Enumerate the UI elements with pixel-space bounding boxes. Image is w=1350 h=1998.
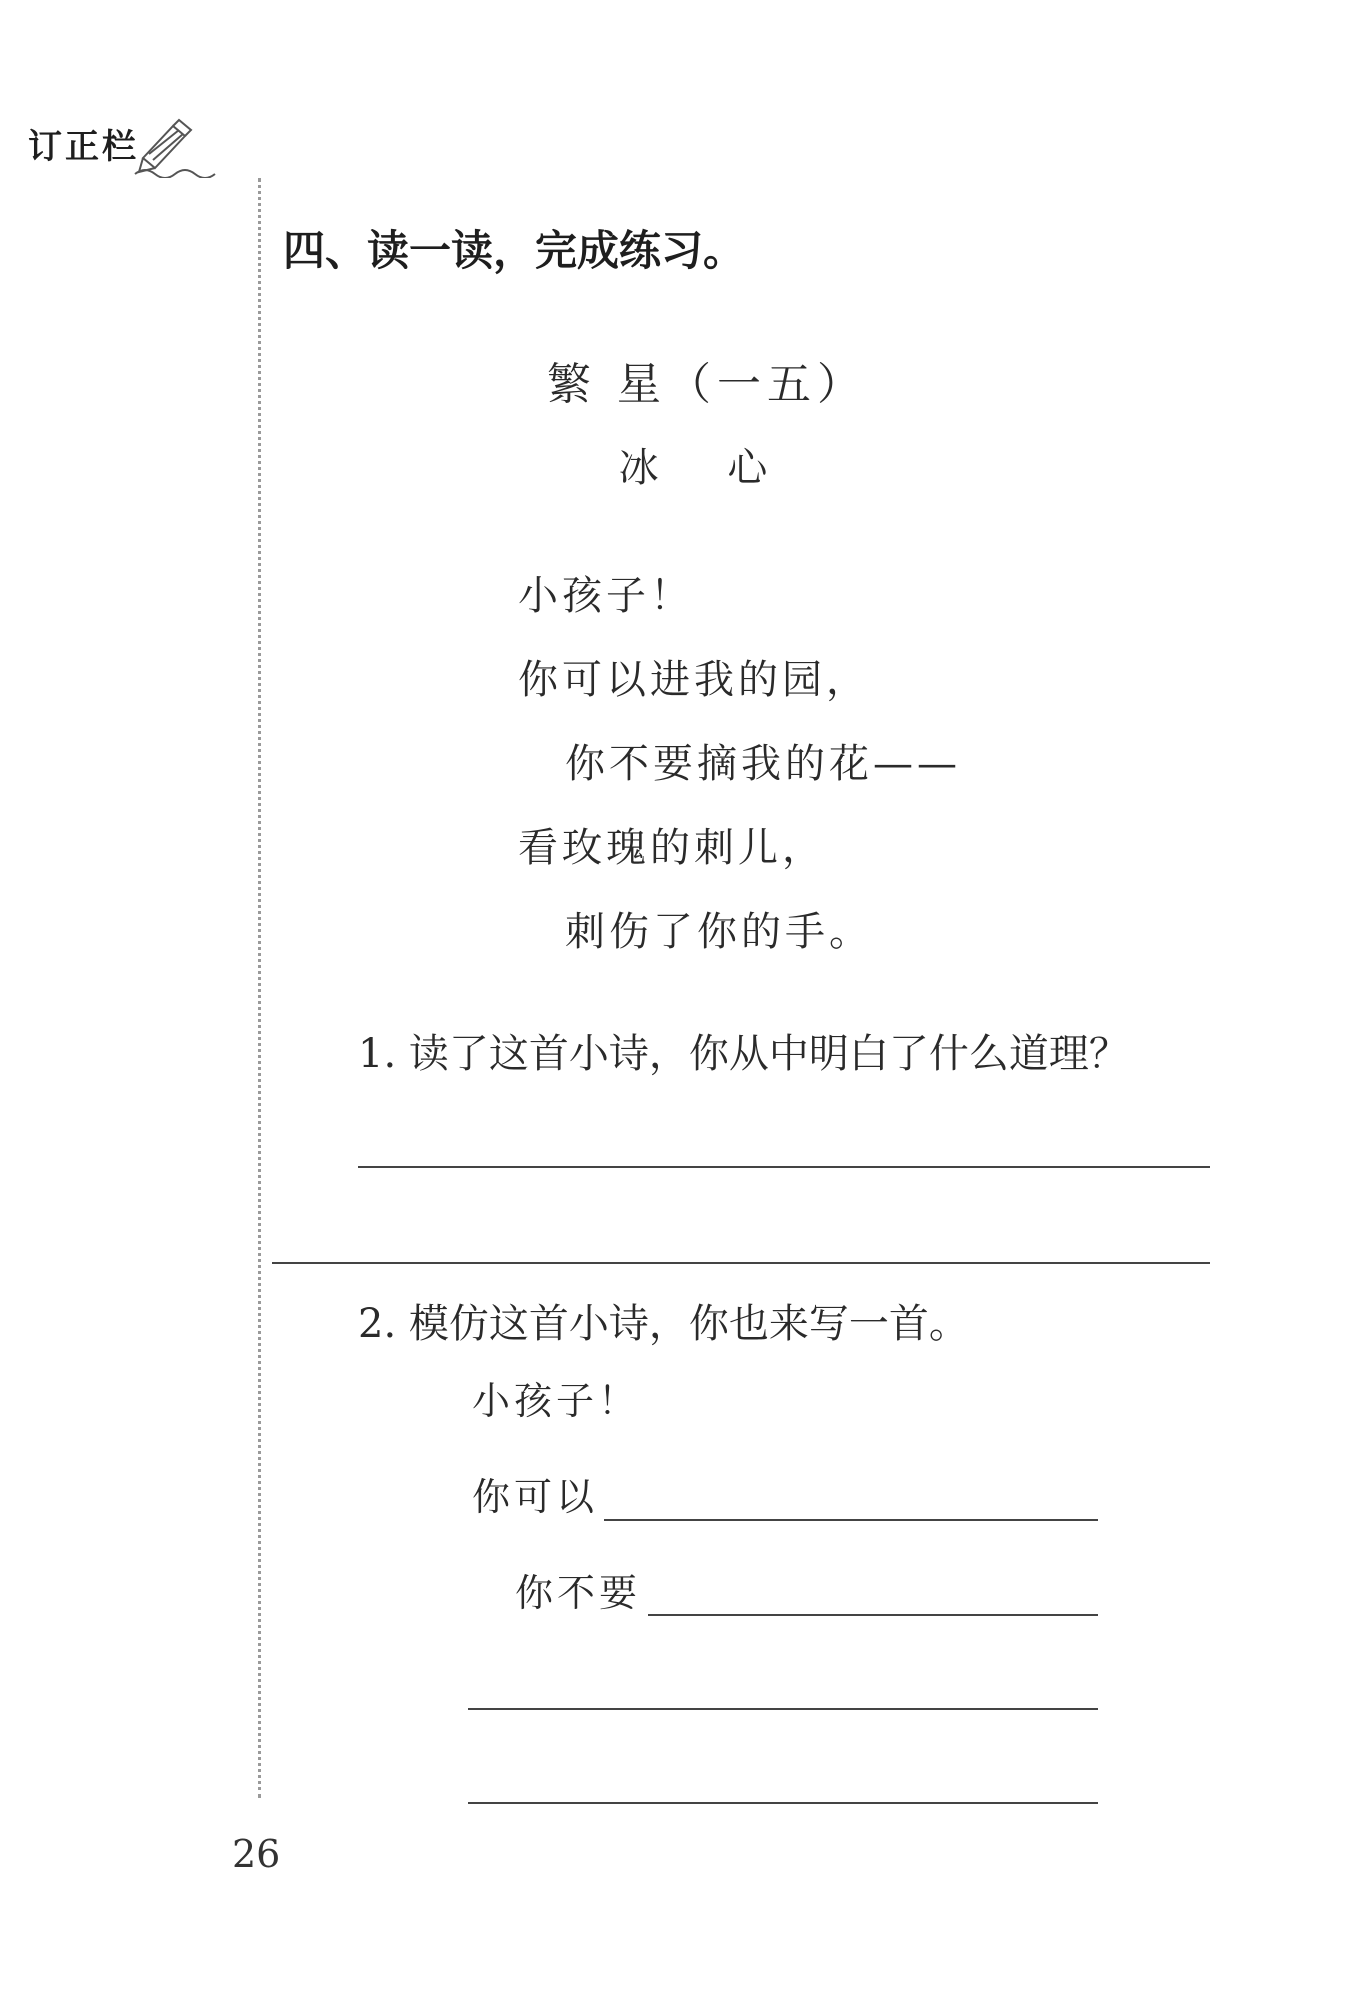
poem-line: 你可以进我的园， — [518, 657, 870, 703]
page-number: 26 — [232, 1832, 281, 1876]
poem-author: 冰 心 — [618, 445, 796, 491]
pencil-icon — [133, 118, 223, 178]
poem-title: 繁 星（一五） — [547, 359, 867, 410]
imitation-blank[interactable] — [604, 1519, 1098, 1521]
answer-line[interactable] — [358, 1166, 1210, 1168]
question-2: 2. 模仿这首小诗，你也来写一首。 — [358, 1301, 969, 1347]
section-title: 四、读一读，完成练习。 — [283, 226, 746, 275]
imitation-line-2-prefix: 你可以 — [472, 1475, 599, 1519]
correction-column-title: 订正栏 — [28, 127, 139, 167]
correction-divider — [258, 178, 261, 1798]
imitation-blank[interactable] — [468, 1802, 1098, 1804]
imitation-blank[interactable] — [648, 1614, 1098, 1616]
poem-line: 你不要摘我的花—— — [565, 741, 961, 787]
answer-line[interactable] — [272, 1262, 1210, 1264]
imitation-blank[interactable] — [468, 1708, 1098, 1710]
poem-line: 看玫瑰的刺儿， — [518, 825, 826, 871]
poem-line: 小孩子！ — [518, 573, 694, 619]
question-1: 1. 读了这首小诗，你从中明白了什么道理？ — [358, 1031, 1129, 1077]
imitation-line-3-prefix: 你不要 — [515, 1571, 642, 1615]
imitation-line-1: 小孩子！ — [472, 1379, 641, 1423]
poem-line: 刺伤了你的手。 — [565, 909, 873, 955]
correction-column — [28, 118, 223, 168]
